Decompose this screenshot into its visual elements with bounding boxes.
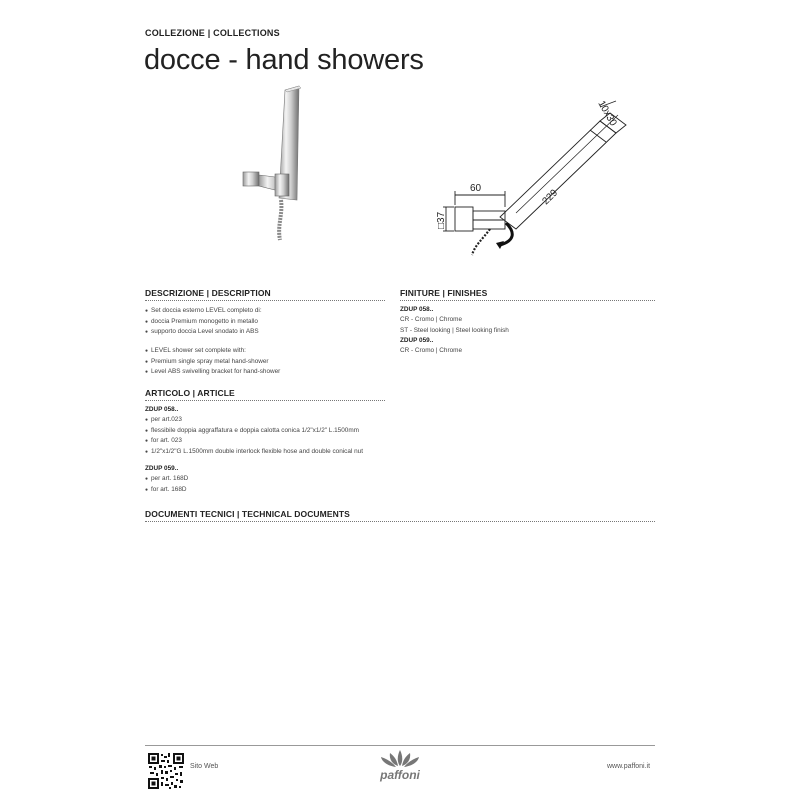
article-code: ZDUP 058.. (145, 406, 179, 413)
finish-line: CR - Cromo | Chrome (400, 347, 463, 354)
paffoni-logo (368, 748, 432, 782)
list-item: ● Set doccia esterno LEVEL completo di: (145, 306, 262, 317)
list-item: ● for art. 168D (145, 485, 363, 496)
finish-line: CR - Cromo | Chrome (400, 316, 463, 323)
article-list (145, 415, 363, 457)
dim-width-label: 60 (470, 183, 482, 194)
dim-length-label: 229 (540, 187, 561, 208)
description-it-list (145, 306, 262, 338)
description-en-list (145, 346, 280, 378)
finishes-rule (400, 300, 655, 301)
article-heading: ARTICOLO | ARTICLE (145, 388, 235, 398)
list-item: ● LEVEL shower set complete with: (145, 346, 280, 357)
list-item: ● per art. 168D (145, 474, 363, 485)
list-item: ● doccia Premium monogetto in metallo (145, 317, 262, 328)
description-rule (145, 300, 385, 301)
product-photo (225, 80, 325, 245)
list-item: ● 1/2"x1/2"G L.1500mm double interlock flexible hose and double conical nut (145, 447, 363, 458)
finish-code: ZDUP 059.. (400, 337, 434, 344)
finishes-heading: FINITURE | FINISHES (400, 288, 488, 298)
qr-code-icon[interactable] (147, 752, 185, 790)
list-item: ● for art. 023 (145, 436, 363, 447)
article-rule (145, 400, 385, 401)
list-item: ● supporto doccia Level snodato in ABS (145, 327, 262, 338)
technical-drawing (430, 95, 630, 265)
list-item: ● Level ABS swivelling bracket for hand-shower (145, 367, 280, 378)
technical-rule (145, 521, 655, 522)
finish-code: ZDUP 058.. (400, 306, 434, 313)
description-heading: DESCRIZIONE | DESCRIPTION (145, 288, 271, 298)
finish-line: ST - Steel looking | Steel looking finish (400, 326, 509, 334)
article-block (145, 405, 363, 495)
list-item: ● Premium single spray metal hand-shower (145, 357, 280, 368)
site-url-link[interactable]: www.paffoni.it (607, 763, 651, 770)
dim-head-label: 10x30 (595, 99, 619, 129)
dim-height-label: □37 (436, 211, 447, 229)
page-title: docce - hand showers (144, 44, 424, 76)
site-label: Sito Web (190, 763, 219, 770)
brand-name: paffoni (380, 768, 420, 782)
article-code: ZDUP 059.. (145, 465, 179, 472)
list-item: ● flessibile doppia aggraffatura e doppia calotta conica 1/2"x1/2" L.1500mm (145, 426, 363, 437)
finishes-block (400, 305, 509, 357)
article-list (145, 474, 363, 495)
technical-heading: DOCUMENTI TECNICI | TECHNICAL DOCUMENTS (145, 509, 350, 519)
list-item: ● per art.023 (145, 415, 363, 426)
footer-rule (145, 745, 655, 746)
collection-kicker: COLLEZIONE | COLLECTIONS (145, 28, 280, 38)
